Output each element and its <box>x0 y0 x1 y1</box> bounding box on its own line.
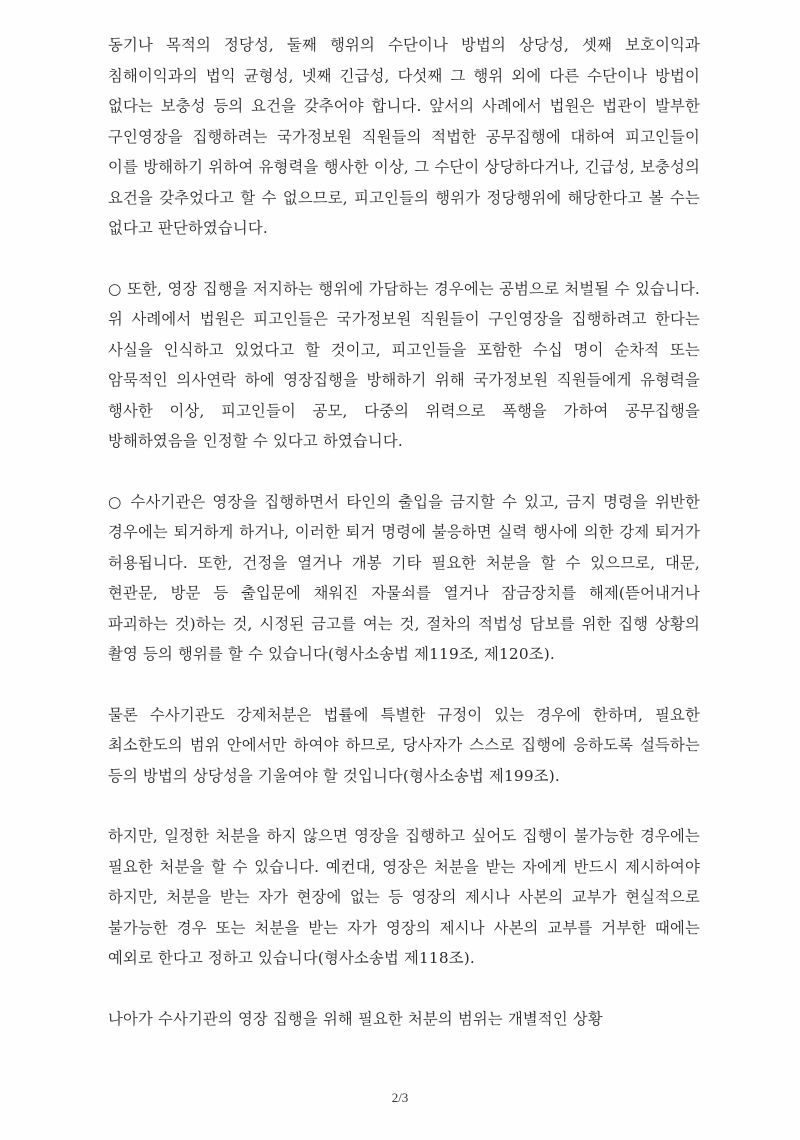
paragraph-accomplice-liability: ○ 또한, 영장 집행을 저지하는 행위에 가담하는 경우에는 공범으로 처벌될 수 있습니다. 위 사례에서 법원은 피고인들은 국가정보원 직원들이 구인영장을 집행하려고 한다는 사실을 인식하고 있었다고 할 것이고, 피고인들을 포함한 수십 명이 순차적 또는 암묵적인 의사연락 하에 영장집행을 방해하기 위해 국가정보원 직원들에게 유형력을 행사한 이상, 피고인들이 공모, 다중의 위력으로 폭행을 가하여 공무집행을 방해하였음을 인정할 수 있다고 하였습니다. <box>108 279 700 450</box>
paragraph-spacer <box>108 457 700 487</box>
paragraph-spacer <box>108 670 700 700</box>
paragraph-spacer <box>108 244 700 274</box>
page-number: 2/3 <box>391 1090 409 1105</box>
paragraph-compulsory-measures-limits: 물론 수사기관도 강제처분은 법률에 특별한 규정이 있는 경우에 한하며, 필요한 최소한도의 범위 안에서만 하여야 하므로, 당사자가 스스로 집행에 응하도록 설득하는 등의 방법의 상당성을 기울여야 할 것입니다(형사소송법 제199조). <box>108 705 700 785</box>
paragraph-justification-requirements: 동기나 목적의 정당성, 둘째 행위의 수단이나 방법의 상당성, 셋째 보호이익과 침해이익과의 법익 균형성, 넷째 긴급성, 다섯째 그 행위 외에 다른 수단이나 방법이 없다는 보충성 등의 요건을 갖추어야 합니다. 앞서의 사례에서 법원은 법관이 발부한 구인영장을 집행하려는 국가정보원 직원들의 적법한 공무집행에 대하여 피고인들이 이를 방해하기 위하여 유형력을 행사한 이상, 그 수단이 상당하다거나, 긴급성, 보충성의 요건을 갖추었다고 할 수 없으므로, 피고인들의 행위가 정당행위에 해당한다고 볼 수는 없다고 판단하였습니다. <box>108 36 700 237</box>
paragraph-necessary-measures-exception: 하지만, 일정한 처분을 하지 않으면 영장을 집행하고 싶어도 집행이 불가능한 경우에는 필요한 처분을 할 수 있습니다. 예컨대, 영장은 처분을 받는 자에게 반드시 제시하여야 하지만, 처분을 받는 자가 현장에 없는 등 영장의 제시나 사본의 교부가 현실적으로 불가능한 경우 또는 처분을 받는 자가 영장의 제시나 사본의 교부를 거부한 때에는 예외로 한다고 정하고 있습니다(형사소송법 제118조). <box>108 827 700 967</box>
paragraph-warrant-execution-powers: ○ 수사기관은 영장을 집행하면서 타인의 출입을 금지할 수 있고, 금지 명령을 위반한 경우에는 퇴거하게 하거나, 이러한 퇴거 명령에 불응하면 실력 행사에 의한 강제 퇴거가 허용됩니다. 또한, 건정을 열거나 개봉 기타 필요한 처분을 할 수 있으므로, 대문, 현관문, 방문 등 출입문에 채워진 자물쇠를 열거나 잠금장치를 해제(뜯어내거나 파괴하는 것)하는 것, 시정된 금고를 여는 것, 절차의 적법성 담보를 위한 집행 상황의 촬영 등의 행위를 할 수 있습니다(형사소송법 제119조, 제120조). <box>108 492 700 663</box>
paragraph-scope-of-measures: 나아가 수사기관의 영장 집행을 위해 필요한 처분의 범위는 개별적인 상황 <box>108 1009 603 1028</box>
paragraph-spacer <box>108 791 700 821</box>
document-body <box>108 30 700 1034</box>
paragraph-spacer <box>108 974 700 1004</box>
